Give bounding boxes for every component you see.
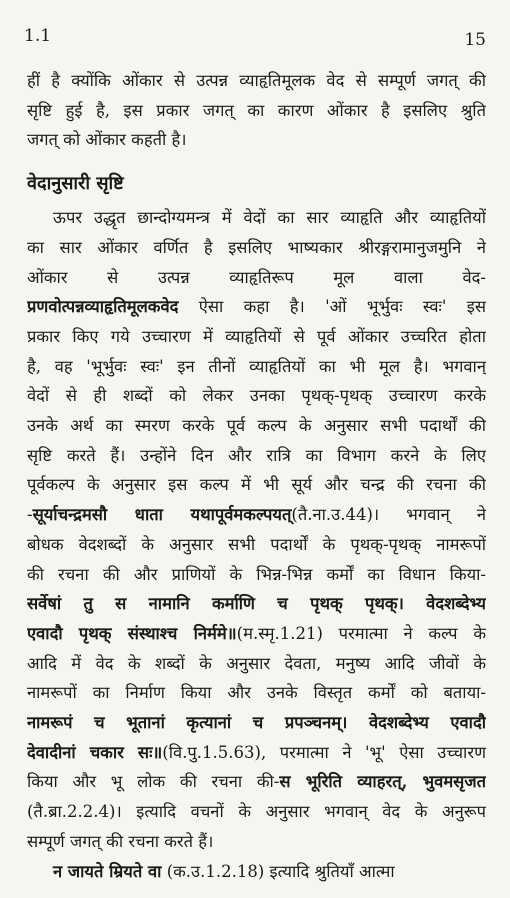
para1-line: सृष्टि हुई है, इस प्रकार जगत् का कारण ओंकार है इसलिए श्रुति — [27, 100, 486, 120]
para2-text: (तै.ना.उ.44)। भगवान् ने — [291, 505, 486, 525]
para2-text: प्रकार किए गये उच्चारण में व्याहृतियों से पूर्व ओंकार उच्चरित होता — [27, 326, 486, 346]
para2-line — [27, 500, 486, 530]
para2-line — [27, 233, 486, 263]
para2-text: - — [27, 505, 33, 525]
para2-text: ऐसा कहा है। 'ओं भूर्भुवः स्वः' इस — [178, 297, 486, 317]
section-number: 1.1 — [24, 26, 52, 46]
para2-text: आदि में वेद के शब्दों के अनुसार देवता, मनुष्य आदि जीवों के — [27, 653, 486, 673]
para2-text: पूर्वकल्प के अनुसार इस कल्प में भी सूर्य और चन्द्र की रचना की — [27, 475, 486, 495]
para2-line — [27, 738, 486, 768]
para2-line — [27, 708, 486, 738]
para2-text: का सार ओंकार वर्णित है इसलिए भाष्यकार श्रीरङ्गरामानुजमुनि ने — [27, 237, 486, 257]
para2-text: सम्पूर्ण जगत् की रचना करते हैं। — [27, 831, 214, 851]
para2-text: ओंकार से उत्पन्न व्याहृतिरूप मूल वाला वेद- — [27, 267, 486, 287]
citation-bold: सूर्याचन्द्रमसौ धाता यथापूर्वमकल्पयत् — [32, 505, 292, 525]
page-number: 15 — [464, 30, 486, 50]
para2-line — [27, 470, 486, 500]
para2-text: की रचना की और प्राणियों के भिन्न-भिन्न कर्मों का विधान किया- — [27, 564, 486, 584]
para2-line — [27, 292, 486, 322]
para2-line — [27, 411, 486, 441]
para2-text: (वि.पु.1.5.63), परमात्मा ने 'भू' ऐसा उच्चारण — [162, 742, 486, 762]
para1-line: हीं है क्योंकि ओंकार से उत्पन्न व्याहृतिमूलक वेद से सम्पूर्ण जगत् की — [27, 71, 486, 90]
para2-line — [27, 827, 486, 857]
para2-line — [27, 263, 486, 293]
para2-line — [27, 203, 486, 233]
citation-bold: स भूरिति व्याहरत्, भुवमसृजत — [279, 772, 486, 792]
para2-line — [27, 797, 486, 827]
citation-bold: प्रणवोत्पन्नव्याहृतिमूलकवेद — [27, 297, 179, 317]
para2-line — [27, 767, 486, 797]
para2-line — [27, 322, 486, 352]
citation-bold: न जायते म्रियते वा — [53, 861, 162, 881]
para2-text: (म.स्मृ.1.21) परमात्मा ने कल्प के — [236, 623, 486, 643]
para2-text: सृष्टि करते हैं। उन्होंने दिन और रात्रि का विभाग करने के लिए — [27, 445, 486, 465]
para2-line — [27, 352, 486, 382]
para3-text: (क.उ.1.2.18) इत्यादि श्रुतियाँ आत्मा — [161, 861, 395, 881]
citation-bold: नामरूपं च भूतानां कृत्यानां च प्रपञ्चनम्। वेदशब्देभ्य एवादौ — [27, 713, 486, 733]
citation-bold: सर्वेषां तु स नामानि कर्माणि च पृथक् पृथक्। वेदशब्देभ्य — [27, 594, 486, 614]
para2-text: है, वह 'भूर्भुवः स्वः' इन तीनों व्याहृतियों का भी मूल है। भगवान् — [27, 356, 486, 376]
para2-line — [27, 530, 486, 560]
citation-bold: देवादीनां चकार सः॥ — [27, 742, 163, 762]
para1-line: जगत् को ओंकार कहती है। — [27, 130, 187, 150]
para2-text: किया और भू लोक की रचना की- — [27, 772, 280, 792]
para2-line — [27, 441, 486, 471]
para2-text: बोधक वेदशब्दों के अनुसार सभी पदार्थों के पृथक्-पृथक् नामरूपों — [27, 534, 486, 554]
para3-line — [27, 857, 486, 887]
section-heading: वेदानुसारी सृष्टि — [27, 173, 124, 195]
para2-line — [27, 560, 486, 590]
para2-line — [27, 619, 486, 649]
para2-text: वेदों से ही शब्दों को लेकर उनका पृथक्-पृथक् उच्चारण करके — [27, 386, 486, 406]
para2-line — [27, 678, 486, 708]
citation-bold: एवादौ पृथक् संस्थाश्च निर्ममे॥ — [27, 623, 237, 643]
para2-line — [27, 589, 486, 619]
para2-text: (तै.ब्रा.2.2.4)। इत्यादि वचनों के अनुसार भगवान् वेद के अनुरूप — [27, 802, 486, 822]
para2-text: ऊपर उद्धृत छान्दोग्यमन्त्र में वेदों का सार व्याहृति और व्याहृतियों — [53, 208, 486, 228]
para2-line — [27, 649, 486, 679]
para2-text: नामरूपों का निर्माण किया और उनके विस्तृत कर्मों को बताया- — [27, 683, 486, 703]
page-body — [27, 66, 486, 886]
para2 — [27, 203, 486, 856]
para2-text: उनके अर्थ का स्मरण करके पूर्व कल्प के अनुसार सभी पदार्थों की — [27, 416, 486, 436]
para2-line — [27, 381, 486, 411]
